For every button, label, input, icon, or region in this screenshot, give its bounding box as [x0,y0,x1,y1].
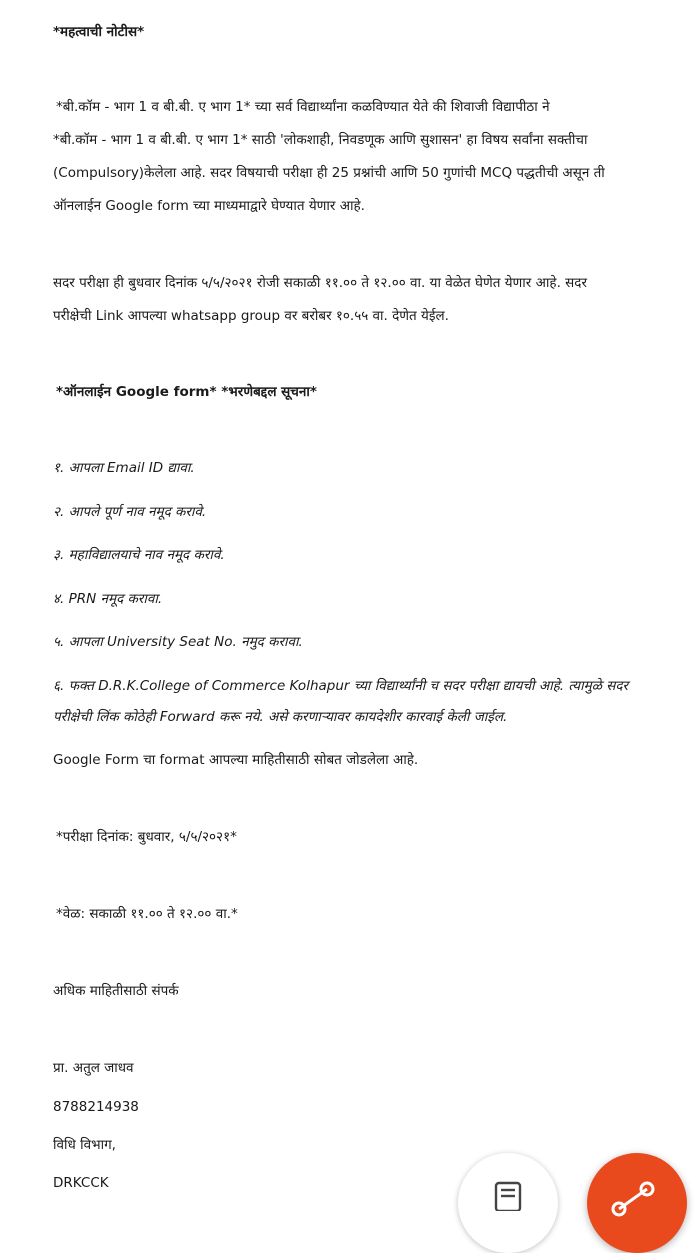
instruction-item: २. आपले पूर्ण नाव नमूद करावे. [53,504,207,520]
instruction-item: ६. फक्त D.R.K.College of Commerce Kolhapur च्या विद्यार्थ्यांनी च सदर परीक्षा द्यायची आहे. त्यामुळे सदर [53,678,629,694]
share-icon [609,1177,657,1217]
instruction-item-continued: परीक्षेची लिंक कोठेही Forward करू नये. असे करणाऱ्यावर कायदेशीर कारवाई केली जाईल. [53,709,508,725]
share-button[interactable] [587,1153,687,1253]
document-lines-icon [493,1181,523,1211]
instruction-item: ३. महाविद्यालयाचे नाव नमूद करावे. [53,547,225,563]
contact-phone: 8788214938 [53,1099,139,1115]
form-note: Google Form चा format आपल्या माहितीसाठी सोबत जोडलेला आहे. [53,752,419,768]
document-button[interactable] [458,1153,558,1253]
para1-line-2: *बी.कॉम - भाग 1 व बी.बी. ए भाग 1* साठी 'लोकशाही, निवडणूक आणि सुशासन' हा विषय सर्वांना सक्तीचा [53,132,588,148]
exam-date: *परीक्षा दिनांक: बुधवार, ५/५/२०२१* [56,829,237,845]
para1-line-4: ऑनलाईन Google form च्या माध्यमाद्वारे घेण्यात येणार आहे. [53,198,365,214]
instruction-item: १. आपला Email ID द्यावा. [53,460,195,476]
para1-line-1: *बी.कॉम - भाग 1 व बी.बी. ए भाग 1* च्या सर्व विद्यार्थ्यांना कळविण्यात येते की शिवाजी विद्यापीठा ने [56,99,550,115]
para2-line-1: सदर परीक्षा ही बुधवार दिनांक ५/५/२०२१ रोजी सकाळी ११.०० ते १२.०० वा. या वेळेत घेणेत येणार आहे. सदर [53,275,587,291]
instruction-item: ५. आपला University Seat No. नमुद करावा. [53,634,303,650]
para2-line-2: परीक्षेची Link आपल्या whatsapp group वर बरोबर १०.५५ वा. देणेत येईल. [53,308,449,324]
notice-title: *महत्वाची नोटीस* [53,24,145,40]
exam-time: *वेळ: सकाळी ११.०० ते १२.०० वा.* [56,906,238,922]
instructions-heading: *ऑनलाईन Google form* *भरणेबद्दल सूचना* [56,384,317,400]
contact-name: प्रा. अतुल जाधव [53,1060,134,1076]
contact-label: अधिक माहितीसाठी संपर्क [53,983,179,999]
contact-department: विधि विभाग, [53,1137,116,1153]
para1-line-3: (Compulsory)केलेला आहे. सदर विषयाची परीक्षा ही 25 प्रश्नांची आणि 50 गुणांची MCQ पद्धतीची असून ती [53,165,605,181]
contact-organization: DRKCCK [53,1175,109,1191]
instruction-item: ४. PRN नमूद करावा. [53,591,163,607]
